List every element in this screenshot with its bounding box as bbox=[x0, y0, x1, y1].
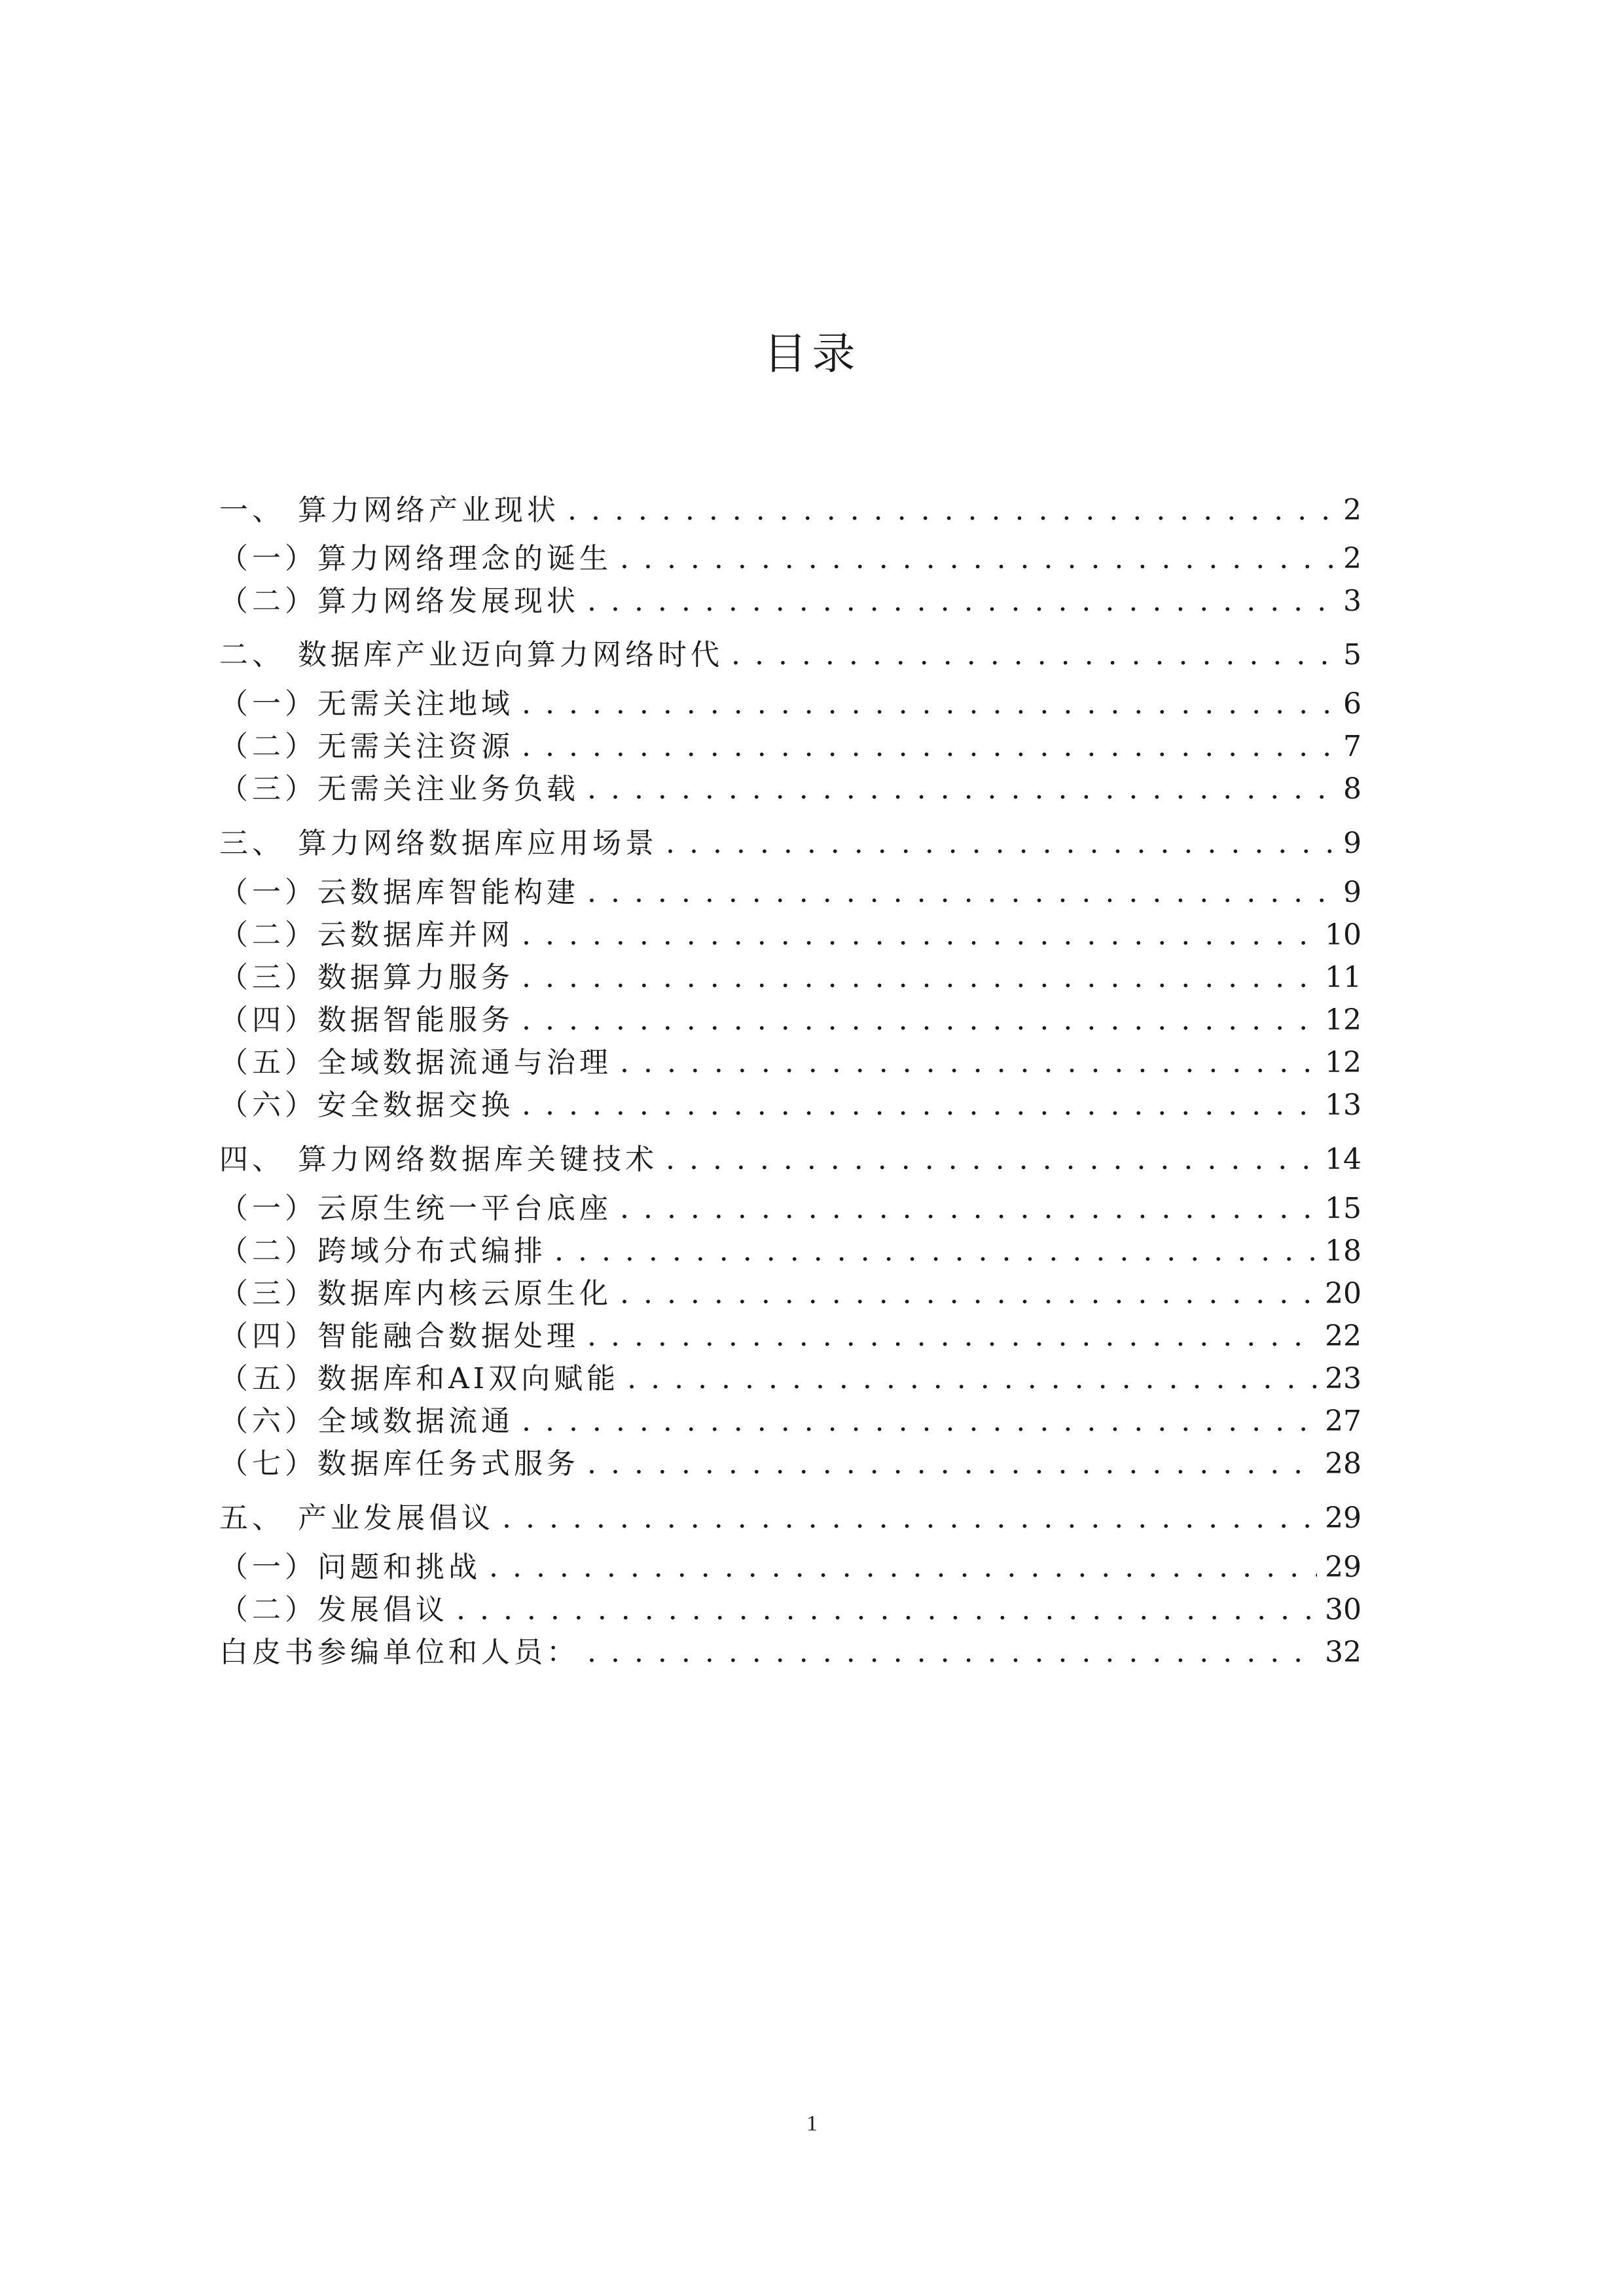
toc-dot-leader bbox=[620, 1276, 1317, 1312]
toc-entry-label: （四）智能融合数据处理 bbox=[219, 1319, 579, 1353]
toc-entry[interactable] bbox=[219, 1446, 1362, 1482]
toc-entry-label: （五）数据库和AI双向赋能 bbox=[219, 1362, 620, 1395]
toc-entry[interactable] bbox=[219, 1191, 1362, 1227]
toc-entry-page: 6 bbox=[1343, 687, 1362, 721]
toc-entry-page: 13 bbox=[1325, 1088, 1362, 1122]
toc-entry[interactable] bbox=[219, 1500, 1362, 1537]
toc-entry-label: （六）全域数据流通 bbox=[219, 1405, 514, 1438]
toc-dot-leader bbox=[587, 874, 1335, 911]
toc-entry[interactable] bbox=[219, 917, 1362, 954]
toc-entry[interactable] bbox=[219, 1233, 1362, 1270]
toc-entry-label: （二）无需关注资源 bbox=[219, 730, 514, 763]
toc-dot-leader bbox=[502, 1500, 1317, 1537]
toc-entry-label: （六）安全数据交换 bbox=[219, 1088, 514, 1122]
toc-dot-leader bbox=[587, 1318, 1317, 1355]
toc-dot-leader bbox=[568, 492, 1335, 529]
toc-entry[interactable] bbox=[219, 1087, 1362, 1124]
toc-dot-leader bbox=[456, 1592, 1317, 1628]
toc-entry-label: （三）数据算力服务 bbox=[219, 961, 514, 994]
toc-entry[interactable] bbox=[219, 960, 1362, 996]
toc-entry-label: 一、 算力网络产业现状 bbox=[219, 493, 560, 527]
toc-entry[interactable] bbox=[219, 1276, 1362, 1312]
toc-entry[interactable] bbox=[219, 583, 1362, 620]
toc-dot-leader bbox=[587, 1446, 1317, 1482]
toc-entry-page: 29 bbox=[1325, 1501, 1362, 1535]
toc-dot-leader bbox=[620, 541, 1335, 577]
toc-dot-leader bbox=[554, 1233, 1317, 1270]
toc-dot-leader bbox=[666, 825, 1335, 862]
toc-entry-page: 8 bbox=[1343, 772, 1362, 806]
toc-entry-page: 10 bbox=[1325, 918, 1362, 952]
toc-entry[interactable] bbox=[219, 874, 1362, 911]
toc-entry-label: （一）算力网络理念的诞生 bbox=[219, 542, 612, 575]
toc-entry-label: 三、 算力网络数据库应用场景 bbox=[219, 827, 658, 860]
toc-entry-page: 27 bbox=[1325, 1405, 1362, 1438]
toc-entry[interactable] bbox=[219, 637, 1362, 673]
toc-dot-leader bbox=[620, 1045, 1317, 1081]
toc-dot-leader bbox=[489, 1549, 1317, 1586]
toc-entry-label: （二）发展倡议 bbox=[219, 1593, 448, 1626]
toc-entry-page: 32 bbox=[1325, 1636, 1362, 1669]
toc-dot-leader bbox=[587, 1634, 1317, 1671]
toc-entry-label: 五、 产业发展倡议 bbox=[219, 1501, 494, 1535]
toc-entry-page: 22 bbox=[1325, 1319, 1362, 1353]
toc-entry-label: （二）云数据库并网 bbox=[219, 918, 514, 952]
toc-entry[interactable] bbox=[219, 1141, 1362, 1178]
toc-entry-page: 3 bbox=[1343, 584, 1362, 618]
toc-entry[interactable] bbox=[219, 1361, 1362, 1397]
toc-entry-label: （七）数据库任务式服务 bbox=[219, 1447, 579, 1480]
toc-entry-label: （五）全域数据流通与治理 bbox=[219, 1046, 612, 1079]
toc-entry[interactable] bbox=[219, 541, 1362, 577]
toc-dot-leader bbox=[587, 771, 1335, 808]
toc-dot-leader bbox=[522, 960, 1317, 996]
toc-dot-leader bbox=[522, 686, 1335, 723]
toc-entry-page: 14 bbox=[1325, 1143, 1362, 1176]
toc-dot-leader bbox=[522, 1087, 1317, 1124]
toc-entry-page: 15 bbox=[1325, 1192, 1362, 1225]
toc-entry-page: 12 bbox=[1325, 1003, 1362, 1037]
page-number: 1 bbox=[806, 2111, 818, 2136]
toc-entry-label: 白皮书参编单位和人员： bbox=[219, 1636, 579, 1669]
toc-entry[interactable] bbox=[219, 686, 1362, 723]
toc-entry-label: （三）数据库内核云原生化 bbox=[219, 1277, 612, 1310]
toc-dot-leader bbox=[731, 637, 1335, 673]
toc-entry[interactable] bbox=[219, 1002, 1362, 1039]
toc-entry-page: 2 bbox=[1343, 542, 1362, 575]
toc-entry-page: 18 bbox=[1325, 1234, 1362, 1268]
page-title: 目录 bbox=[763, 329, 861, 379]
toc-entry-page: 7 bbox=[1343, 730, 1362, 763]
toc-entry-page: 11 bbox=[1325, 961, 1362, 994]
toc-dot-leader bbox=[587, 583, 1335, 620]
toc-entry-label: （三）无需关注业务负载 bbox=[219, 772, 579, 806]
toc-dot-leader bbox=[620, 1191, 1317, 1227]
toc-entry[interactable] bbox=[219, 1318, 1362, 1355]
toc-entry[interactable] bbox=[219, 1403, 1362, 1440]
toc-entry-page: 9 bbox=[1343, 827, 1362, 860]
toc-entry-page: 30 bbox=[1325, 1593, 1362, 1626]
toc-entry[interactable] bbox=[219, 1634, 1362, 1671]
table-of-contents bbox=[219, 0, 1362, 2296]
toc-entry-page: 20 bbox=[1325, 1277, 1362, 1310]
toc-dot-leader bbox=[627, 1361, 1317, 1397]
toc-entry-label: （一）云原生统一平台底座 bbox=[219, 1192, 612, 1225]
toc-dot-leader bbox=[522, 1002, 1317, 1039]
toc-entry-label: （一）问题和挑战 bbox=[219, 1551, 481, 1584]
toc-entry-page: 28 bbox=[1325, 1447, 1362, 1480]
toc-entry[interactable] bbox=[219, 1549, 1362, 1586]
toc-entry-label: （二）跨域分布式编排 bbox=[219, 1234, 547, 1268]
toc-entry[interactable] bbox=[219, 771, 1362, 808]
toc-entry-label: 二、 数据库产业迈向算力网络时代 bbox=[219, 638, 723, 672]
toc-entry-page: 12 bbox=[1325, 1046, 1362, 1079]
toc-dot-leader bbox=[522, 917, 1317, 954]
toc-dot-leader bbox=[522, 728, 1335, 765]
toc-entry-page: 9 bbox=[1343, 876, 1362, 909]
toc-dot-leader bbox=[522, 1403, 1317, 1440]
toc-entry-label: （二）算力网络发展现状 bbox=[219, 584, 579, 618]
toc-entry-label: （四）数据智能服务 bbox=[219, 1003, 514, 1037]
toc-entry-page: 23 bbox=[1325, 1362, 1362, 1395]
toc-dot-leader bbox=[666, 1141, 1317, 1178]
toc-entry-page: 5 bbox=[1343, 638, 1362, 672]
toc-entry-label: （一）云数据库智能构建 bbox=[219, 876, 579, 909]
toc-entry[interactable] bbox=[219, 492, 1362, 529]
toc-entry-label: 四、 算力网络数据库关键技术 bbox=[219, 1143, 658, 1176]
toc-entry[interactable] bbox=[219, 728, 1362, 765]
toc-entry-page: 29 bbox=[1325, 1551, 1362, 1584]
toc-entry-page: 2 bbox=[1343, 493, 1362, 527]
toc-entry-label: （一）无需关注地域 bbox=[219, 687, 514, 721]
toc-entry[interactable] bbox=[219, 1592, 1362, 1628]
toc-entry[interactable] bbox=[219, 1045, 1362, 1081]
toc-entry[interactable] bbox=[219, 825, 1362, 862]
